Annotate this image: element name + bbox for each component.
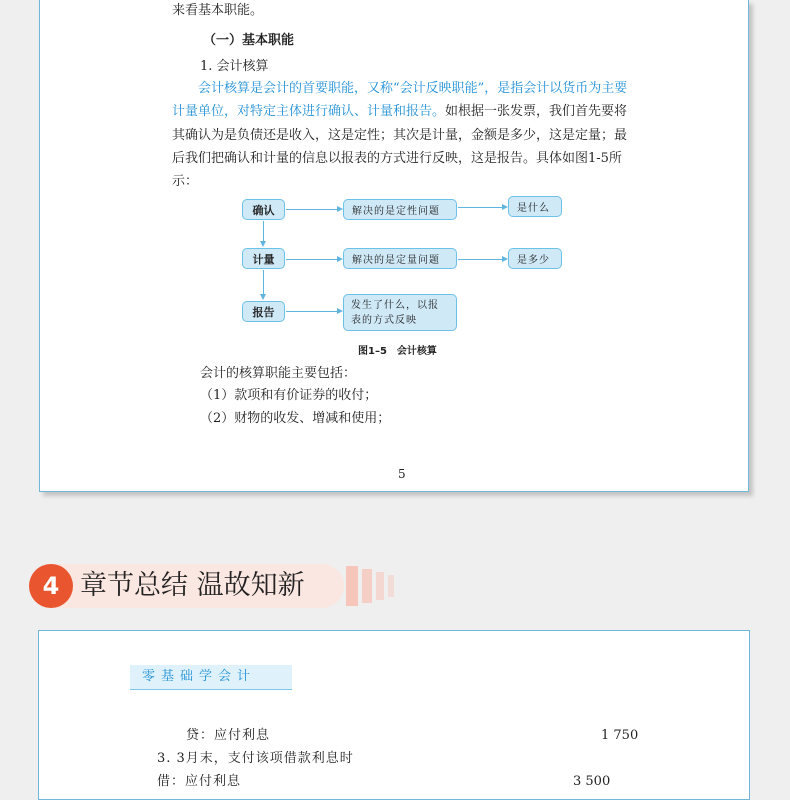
arrow-down-icon: [260, 294, 266, 300]
ledger-line-label: 贷：应付利息: [186, 728, 271, 743]
diagram-box-report: 报告: [242, 301, 285, 322]
book-header-title: 零基础学会计: [130, 665, 292, 689]
paragraph-highlight: 会计核算是会计的首要职能，又称“会计反映职能”，是指会计以货币为主要计量单位，对特定主体进行确认、计量和报告。: [172, 81, 628, 120]
ledger-line-amount: 3 500: [573, 774, 611, 789]
list-item: （2）财物的收发、增减和使用；: [200, 411, 391, 426]
connector: [286, 259, 337, 260]
arrow-right-icon: [337, 206, 343, 212]
connector: [263, 221, 264, 241]
paragraph-rest: 如根据一张发票，我们首先要将其确认为是负债还是收入，这是定性；其次是计量，金额是多少，这是定量；最后我们把确认和计量的信息以报表的方式进行反映，这是报告。具体如图1-5所示：: [172, 104, 628, 190]
banner-stripe: [346, 566, 358, 606]
ledger-line-amount: 1 750: [601, 728, 639, 743]
page-number: 5: [398, 467, 406, 481]
connector: [458, 259, 502, 260]
arrow-right-icon: [502, 256, 508, 262]
section-title: 章节总结 温故知新: [80, 570, 305, 601]
list-item: （1）款项和有价证券的收付；: [200, 388, 378, 403]
diagram-box-how-much: 是多少: [508, 248, 562, 269]
diagram-box-measure: 计量: [242, 248, 285, 269]
diagram-box-what: 是什么: [508, 196, 562, 217]
ledger-line-label: 借：应付利息: [157, 774, 242, 789]
banner-stripe: [362, 569, 372, 603]
diagram-box-reporting: 发生了什么，以报表的方式反映: [343, 294, 457, 331]
connector: [263, 270, 264, 294]
book-page-top: [39, 0, 749, 492]
ledger-line-label: 3. 3月末，支付该项借款利息时: [157, 751, 354, 766]
section-number-badge: 4: [29, 564, 73, 608]
figure-caption: 图1–5 会计核算: [358, 346, 437, 357]
banner-stripe: [376, 572, 384, 600]
arrow-right-icon: [337, 256, 343, 262]
connector: [286, 311, 337, 312]
diagram-box-quantitative: 解决的是定量问题: [343, 248, 457, 269]
arrow-down-icon: [260, 241, 266, 247]
lead-line: 来看基本职能。: [172, 3, 264, 18]
book-page-bottom: [38, 630, 750, 800]
diagram-box-confirm: 确认: [242, 199, 285, 220]
subheading: 1. 会计核算: [200, 59, 269, 74]
connector: [458, 207, 502, 208]
header-underline: [130, 689, 292, 690]
arrow-right-icon: [502, 204, 508, 210]
banner-stripe: [388, 575, 394, 597]
list-intro: 会计的核算职能主要包括：: [200, 366, 357, 381]
diagram-box-qualitative: 解决的是定性问题: [343, 199, 457, 220]
connector: [286, 209, 337, 210]
arrow-right-icon: [337, 308, 343, 314]
paragraph: [172, 77, 634, 193]
section-heading: （一）基本职能: [203, 33, 295, 48]
